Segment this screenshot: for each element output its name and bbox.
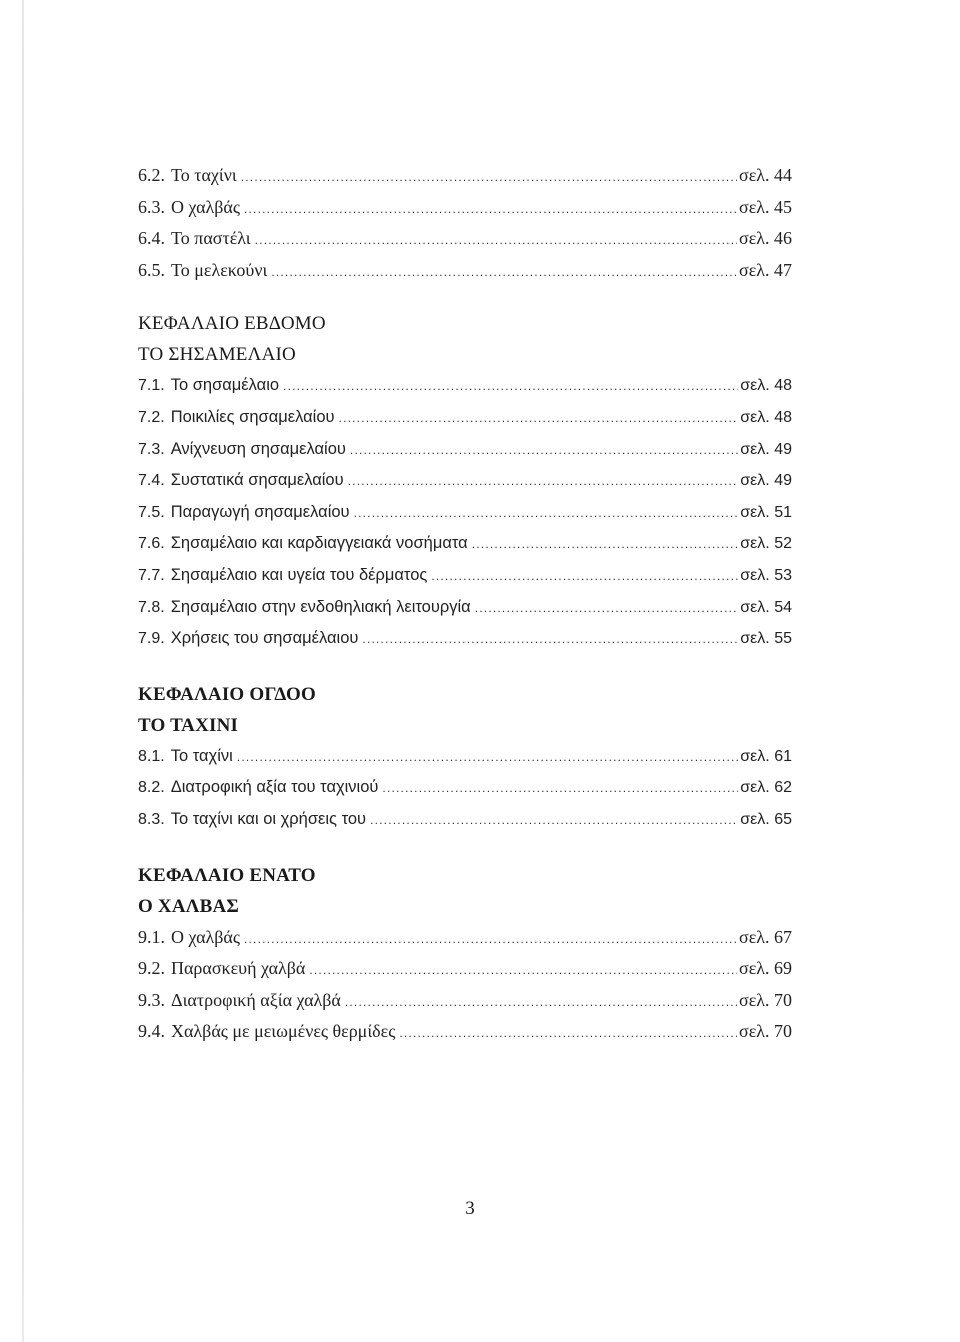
toc-section-9 — [138, 860, 792, 1048]
entry-number: 9.3. — [138, 989, 165, 1010]
toc-entry-8-2[interactable] — [138, 772, 792, 804]
toc-entry-7-5[interactable] — [138, 497, 792, 529]
entry-page: σελ. 49 — [740, 472, 792, 490]
entry-number: 7.6. — [138, 535, 165, 553]
entry-page: σελ. 69 — [739, 958, 792, 979]
toc-entry-7-8[interactable] — [138, 592, 792, 624]
toc-entry-9-1[interactable] — [138, 922, 792, 954]
entry-page: σελ. 67 — [739, 926, 792, 947]
leader-dots — [345, 987, 737, 1019]
toc-section-8 — [138, 679, 792, 836]
toc-section-7 — [138, 308, 792, 654]
leader-dots — [399, 1018, 737, 1050]
entry-number: 9.2. — [138, 958, 165, 979]
entry-title: Το ταχίνι — [171, 165, 237, 185]
chapter-heading: ΚΕΦΑΛΑΙΟ ΕΒΔΟΜΟ — [138, 313, 326, 335]
chapter-heading: ΚΕΦΑΛΑΙΟ ΕΝΑΤΟ — [138, 864, 316, 886]
entry-page: σελ. 46 — [739, 228, 792, 249]
leader-dots — [431, 561, 738, 593]
toc-entry-7-2[interactable] — [138, 402, 792, 434]
entry-number: 9.1. — [138, 926, 165, 947]
entry-number: 9.4. — [138, 1021, 165, 1042]
page-scan-edge — [22, 0, 24, 1342]
entry-title: Συστατικά σησαμελαίου — [170, 471, 344, 490]
entry-page: σελ. 61 — [740, 747, 792, 765]
entry-page: σελ. 65 — [740, 810, 792, 828]
entry-number: 7.3. — [138, 440, 165, 458]
entry-title: Το ταχίνι — [170, 746, 233, 765]
entry-title: Χρήσεις του σησαμέλαιου — [170, 629, 359, 648]
entry-number: 8.1. — [138, 747, 165, 765]
entry-page: σελ. 70 — [739, 1021, 792, 1042]
toc-entry-6-4[interactable] — [138, 223, 792, 255]
entry-page: σελ. 45 — [739, 196, 792, 217]
chapter-subheading: ΤΟ ΣΗΣΑΜΕΛΑΙΟ — [138, 344, 296, 366]
toc-entry-8-3[interactable] — [138, 804, 792, 836]
entry-number: 7.5. — [138, 503, 165, 521]
entry-number: 6.3. — [138, 196, 165, 217]
leader-dots — [309, 955, 737, 987]
page-number: 3 — [465, 1198, 475, 1219]
entry-title: Παρασκευή χαλβά — [171, 958, 306, 979]
entry-number: 7.8. — [138, 598, 165, 616]
entry-title: Το σησαμέλαιο — [170, 376, 280, 395]
leader-dots — [283, 371, 738, 403]
toc-entry-7-1[interactable] — [138, 370, 792, 402]
toc-entry-9-2[interactable] — [138, 953, 792, 985]
entry-number: 8.2. — [138, 779, 165, 797]
leader-dots — [348, 466, 739, 498]
leader-dots — [241, 162, 737, 194]
entry-number: 7.2. — [138, 408, 165, 426]
toc-entry-8-1[interactable] — [138, 741, 792, 773]
toc-entry-7-7[interactable] — [138, 560, 792, 592]
entry-page: σελ. 49 — [740, 440, 792, 458]
toc-entry-9-3[interactable] — [138, 985, 792, 1017]
entry-page: σελ. 44 — [739, 165, 792, 185]
leader-dots — [362, 624, 738, 656]
entry-title: Σησαμέλαιο και υγεία του δέρματος — [170, 565, 428, 584]
entry-page: σελ. 70 — [739, 989, 792, 1010]
entry-title: Ποικιλίες σησαμελαίου — [170, 407, 335, 426]
entry-page: σελ. 55 — [740, 630, 792, 648]
leader-dots — [244, 924, 737, 956]
toc-entry-6-2[interactable] — [138, 160, 792, 192]
leader-dots — [370, 805, 738, 837]
entry-page: σελ. 48 — [740, 377, 792, 395]
entry-page: σελ. 52 — [740, 535, 792, 553]
entry-page: σελ. 48 — [740, 408, 792, 426]
leader-dots — [472, 529, 739, 561]
entry-title: Σησαμέλαιο στην ενδοθηλιακή λειτουργία — [170, 597, 471, 616]
entry-title: Ανίχνευση σησαμελαίου — [170, 439, 346, 458]
entry-number: 7.9. — [138, 630, 165, 648]
entry-title: Το παστέλι — [171, 228, 251, 249]
entry-title: Το μελεκούνι — [171, 259, 268, 280]
leader-dots — [354, 498, 739, 530]
entry-number: 7.7. — [138, 566, 165, 584]
entry-page: σελ. 54 — [740, 598, 792, 616]
entry-number: 6.2. — [138, 165, 165, 185]
leader-dots — [255, 225, 737, 257]
table-of-contents — [138, 160, 792, 1048]
entry-title: Ο χαλβάς — [171, 196, 240, 217]
entry-page: σελ. 47 — [739, 259, 792, 280]
entry-number: 6.5. — [138, 259, 165, 280]
entry-title: Παραγωγή σησαμελαίου — [170, 502, 350, 521]
entry-title: Χαλβάς με μειωμένες θερμίδες — [171, 1021, 396, 1042]
entry-page: σελ. 62 — [740, 779, 792, 797]
toc-entry-7-6[interactable] — [138, 528, 792, 560]
entry-page: σελ. 51 — [740, 503, 792, 521]
leader-dots — [271, 257, 737, 289]
entry-title: Διατροφική αξία χαλβά — [171, 989, 341, 1010]
entry-number: 7.4. — [138, 472, 165, 490]
chapter-subheading: Ο ΧΑΛΒΑΣ — [138, 895, 240, 917]
entry-title: Ο χαλβάς — [171, 926, 240, 947]
leader-dots — [339, 403, 739, 435]
entry-number: 6.4. — [138, 228, 165, 249]
leader-dots — [382, 773, 738, 805]
entry-page: σελ. 53 — [740, 566, 792, 584]
toc-entry-7-4[interactable] — [138, 465, 792, 497]
entry-title: Το ταχίνι και οι χρήσεις του — [170, 809, 367, 828]
entry-title: Διατροφική αξία του ταχινιού — [170, 778, 379, 797]
chapter-heading: ΚΕΦΑΛΑΙΟ ΟΓΔΟΟ — [138, 683, 316, 705]
toc-entry-7-9[interactable] — [138, 623, 792, 655]
toc-section-6 — [138, 160, 792, 286]
entry-number: 7.1. — [138, 377, 165, 395]
leader-dots — [475, 593, 739, 625]
leader-dots — [350, 435, 738, 467]
leader-dots — [244, 194, 737, 226]
toc-entry-7-3[interactable] — [138, 434, 792, 466]
toc-entry-6-5[interactable] — [138, 255, 792, 287]
entry-number: 8.3. — [138, 810, 165, 828]
toc-entry-9-4[interactable] — [138, 1016, 792, 1048]
leader-dots — [237, 742, 739, 774]
chapter-subheading: ΤΟ ΤΑΧΙΝΙ — [138, 714, 239, 736]
toc-entry-6-3[interactable] — [138, 192, 792, 224]
entry-title: Σησαμέλαιο και καρδιαγγειακά νοσήματα — [170, 534, 468, 553]
